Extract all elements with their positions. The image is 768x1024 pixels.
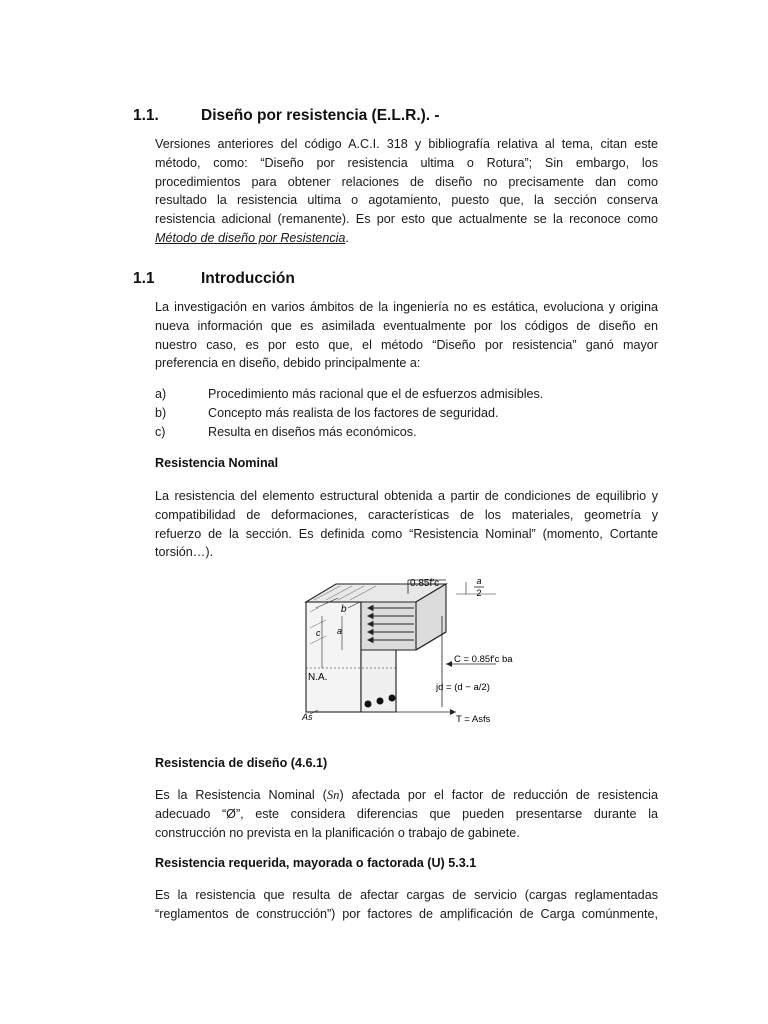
section-heading-introduccion <box>133 270 295 288</box>
list-marker: a) <box>155 387 167 401</box>
paragraph-line: adecuado “Ø”, este considera diferencias que pueden presentarse durante la <box>155 806 658 821</box>
paragraph-introduccion <box>155 298 658 373</box>
text-fragment: ) afectada por el factor de reducción de resistencia <box>339 788 658 802</box>
lever-arm-label: jd = (d − a/2) <box>436 682 490 693</box>
paragraph-resistencia-requerida <box>155 886 658 924</box>
paragraph-line: preferencia en diseño, debido principalmente a: <box>155 356 421 371</box>
paragraph-line: nueva información que es asimilada eventualmente por los códigos de diseño en <box>155 318 658 333</box>
paragraph-line: método, como: “Diseño por resistencia ultima o Rotura”; Sin embargo, los <box>155 155 658 170</box>
paragraph-line: construcción no prevista en la planificación o trabajo de gabinete. <box>155 825 520 840</box>
stress-block-diagram <box>296 572 513 732</box>
b-label: b <box>341 604 347 615</box>
stress-label: 0.85f′c <box>410 578 440 589</box>
paragraph-line: refuerzo de la sección. Es definida como “Resistencia Nominal” (momento, Cortante <box>155 526 658 541</box>
section-heading-diseno <box>133 107 440 125</box>
paragraph-line: procedimientos para obtener relaciones de diseño no precisamente dan como <box>155 174 658 189</box>
paragraph-diseno <box>155 135 658 248</box>
list-text: Resulta en diseños más económicos. <box>208 424 417 439</box>
steel-area-label: As <box>302 712 313 722</box>
section-title: Diseño por resistencia (E.L.R.). - <box>201 107 440 124</box>
compression-force-label: C = 0.85f′c ba <box>454 654 513 665</box>
a-half-numerator: a <box>476 576 482 586</box>
section-number: 1.1. <box>133 107 159 124</box>
stress-block-figure <box>296 572 513 732</box>
paragraph-line: La investigación en varios ámbitos de la ingeniería no es estática, evoluciona y origina <box>155 300 658 314</box>
subheading-resistencia-nominal: Resistencia Nominal <box>155 456 279 470</box>
paragraph-line: nuestro caso, es por esto que, el método “Diseño por resistencia” ganó mayor <box>155 337 658 352</box>
paragraph-line: torsión…). <box>155 545 214 560</box>
paragraph-resistencia-nominal <box>155 487 658 562</box>
list-text: Procedimiento más racional que el de esfuerzos admisibles. <box>208 387 544 401</box>
method-name-emphasis: Método de diseño por Resistencia <box>155 230 346 245</box>
subheading-resistencia-diseno: Resistencia de diseño (4.6.1) <box>155 756 328 770</box>
paragraph-line <box>155 786 658 805</box>
tension-force-label: T = Asfs <box>456 714 491 725</box>
a-label: a <box>337 626 343 636</box>
paragraph-line: resultado la resistencia ultima o agotamiento, puesto que, la sección conserva <box>155 193 658 208</box>
paragraph-line: La resistencia del elemento estructural obtenida a partir de condiciones de equilibrio y <box>155 489 658 503</box>
list-marker: b) <box>155 405 167 420</box>
paragraph-line <box>155 229 658 248</box>
list-marker: c) <box>155 424 166 439</box>
a-half-denominator: 2 <box>476 588 482 598</box>
c-label: c <box>316 628 321 638</box>
paragraph-line: Versiones anteriores del código A.C.I. 318 y bibliografía relativa al tema, citan este <box>155 137 658 151</box>
list-item <box>155 423 543 442</box>
list-item <box>155 404 543 423</box>
section-title: Introducción <box>201 270 295 287</box>
subheading-resistencia-requerida: Resistencia requerida, mayorada o factorada (U) 5.3.1 <box>155 856 477 870</box>
paragraph-resistencia-diseno <box>155 786 658 842</box>
paragraph-line: Es la resistencia que resulta de afectar cargas de servicio (cargas reglamentadas <box>155 888 658 902</box>
text-fragment: Es la Resistencia Nominal ( <box>155 788 327 802</box>
section-number: 1.1 <box>133 270 155 287</box>
neutral-axis-label: N.A. <box>308 672 328 683</box>
period: . <box>345 230 349 245</box>
list-text: Concepto más realista de los factores de seguridad. <box>208 405 499 420</box>
list-item <box>155 385 543 404</box>
advantages-list <box>155 385 543 441</box>
nominal-strength-symbol: Sn <box>326 788 340 802</box>
paragraph-line: “reglamentos de construcción”) por factores de amplificación de Carga comúnmente, <box>155 906 658 921</box>
paragraph-line: resistencia adicional (remanente). Es por esto que actualmente se la reconoce como <box>155 212 658 227</box>
paragraph-line: compatibilidad de deformaciones, características de los materiales, geometría y <box>155 507 658 522</box>
